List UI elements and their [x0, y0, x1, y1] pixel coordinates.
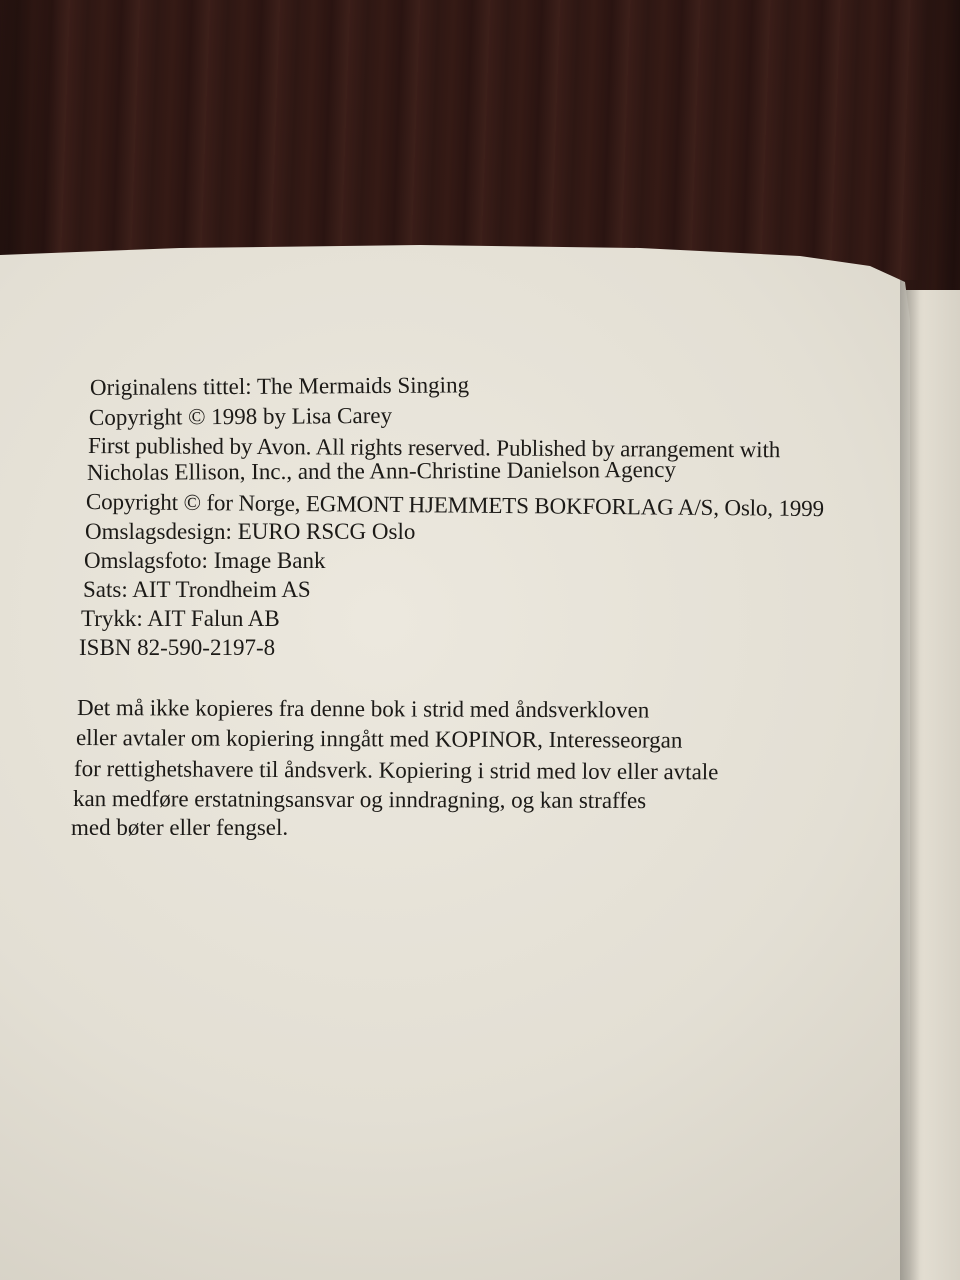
colophon-line-copyright: Copyright © 1998 by Lisa Carey [88, 402, 393, 430]
notice-line-1: Det må ikke kopieres fra denne bok i strid med åndsverkloven [76, 695, 650, 723]
colophon-line-cover-design: Omslagsdesign: EURO RSCG Oslo [85, 519, 416, 544]
notice-line-3: for rettighetshavere til åndsverk. Kopiering i strid med lov eller avtale [73, 756, 719, 785]
notice-line-4: kan medføre erstatningsansvar og inndragning, og kan straffes [72, 786, 647, 814]
colophon-line-agency: Nicholas Ellison, Inc., and the Ann-Christine Danielson Agency [86, 456, 677, 485]
colophon-line-norway-copyright: Copyright © for Norge, EGMONT HJEMMETS BOKFORLAG A/S, Oslo, 1999 [85, 489, 825, 522]
colophon-line-cover-photo: Omslagsfoto: Image Bank [84, 548, 326, 573]
colophon-line-typesetting: Sats: AIT Trondheim AS [83, 577, 311, 602]
notice-line-2: eller avtaler om kopiering inngått med KOPINOR, Interesseorgan [75, 725, 683, 753]
colophon-line-printing: Trykk: AIT Falun AB [81, 606, 280, 631]
colophon-line-first-published: First published by Avon. All rights reserved. Published by arrangement with [87, 433, 781, 463]
colophon-line-original-title: Originalens tittel: The Mermaids Singing [89, 372, 470, 400]
notice-line-5: med bøter eller fengsel. [71, 815, 289, 840]
colophon-line-isbn: ISBN 82-590-2197-8 [79, 635, 276, 660]
